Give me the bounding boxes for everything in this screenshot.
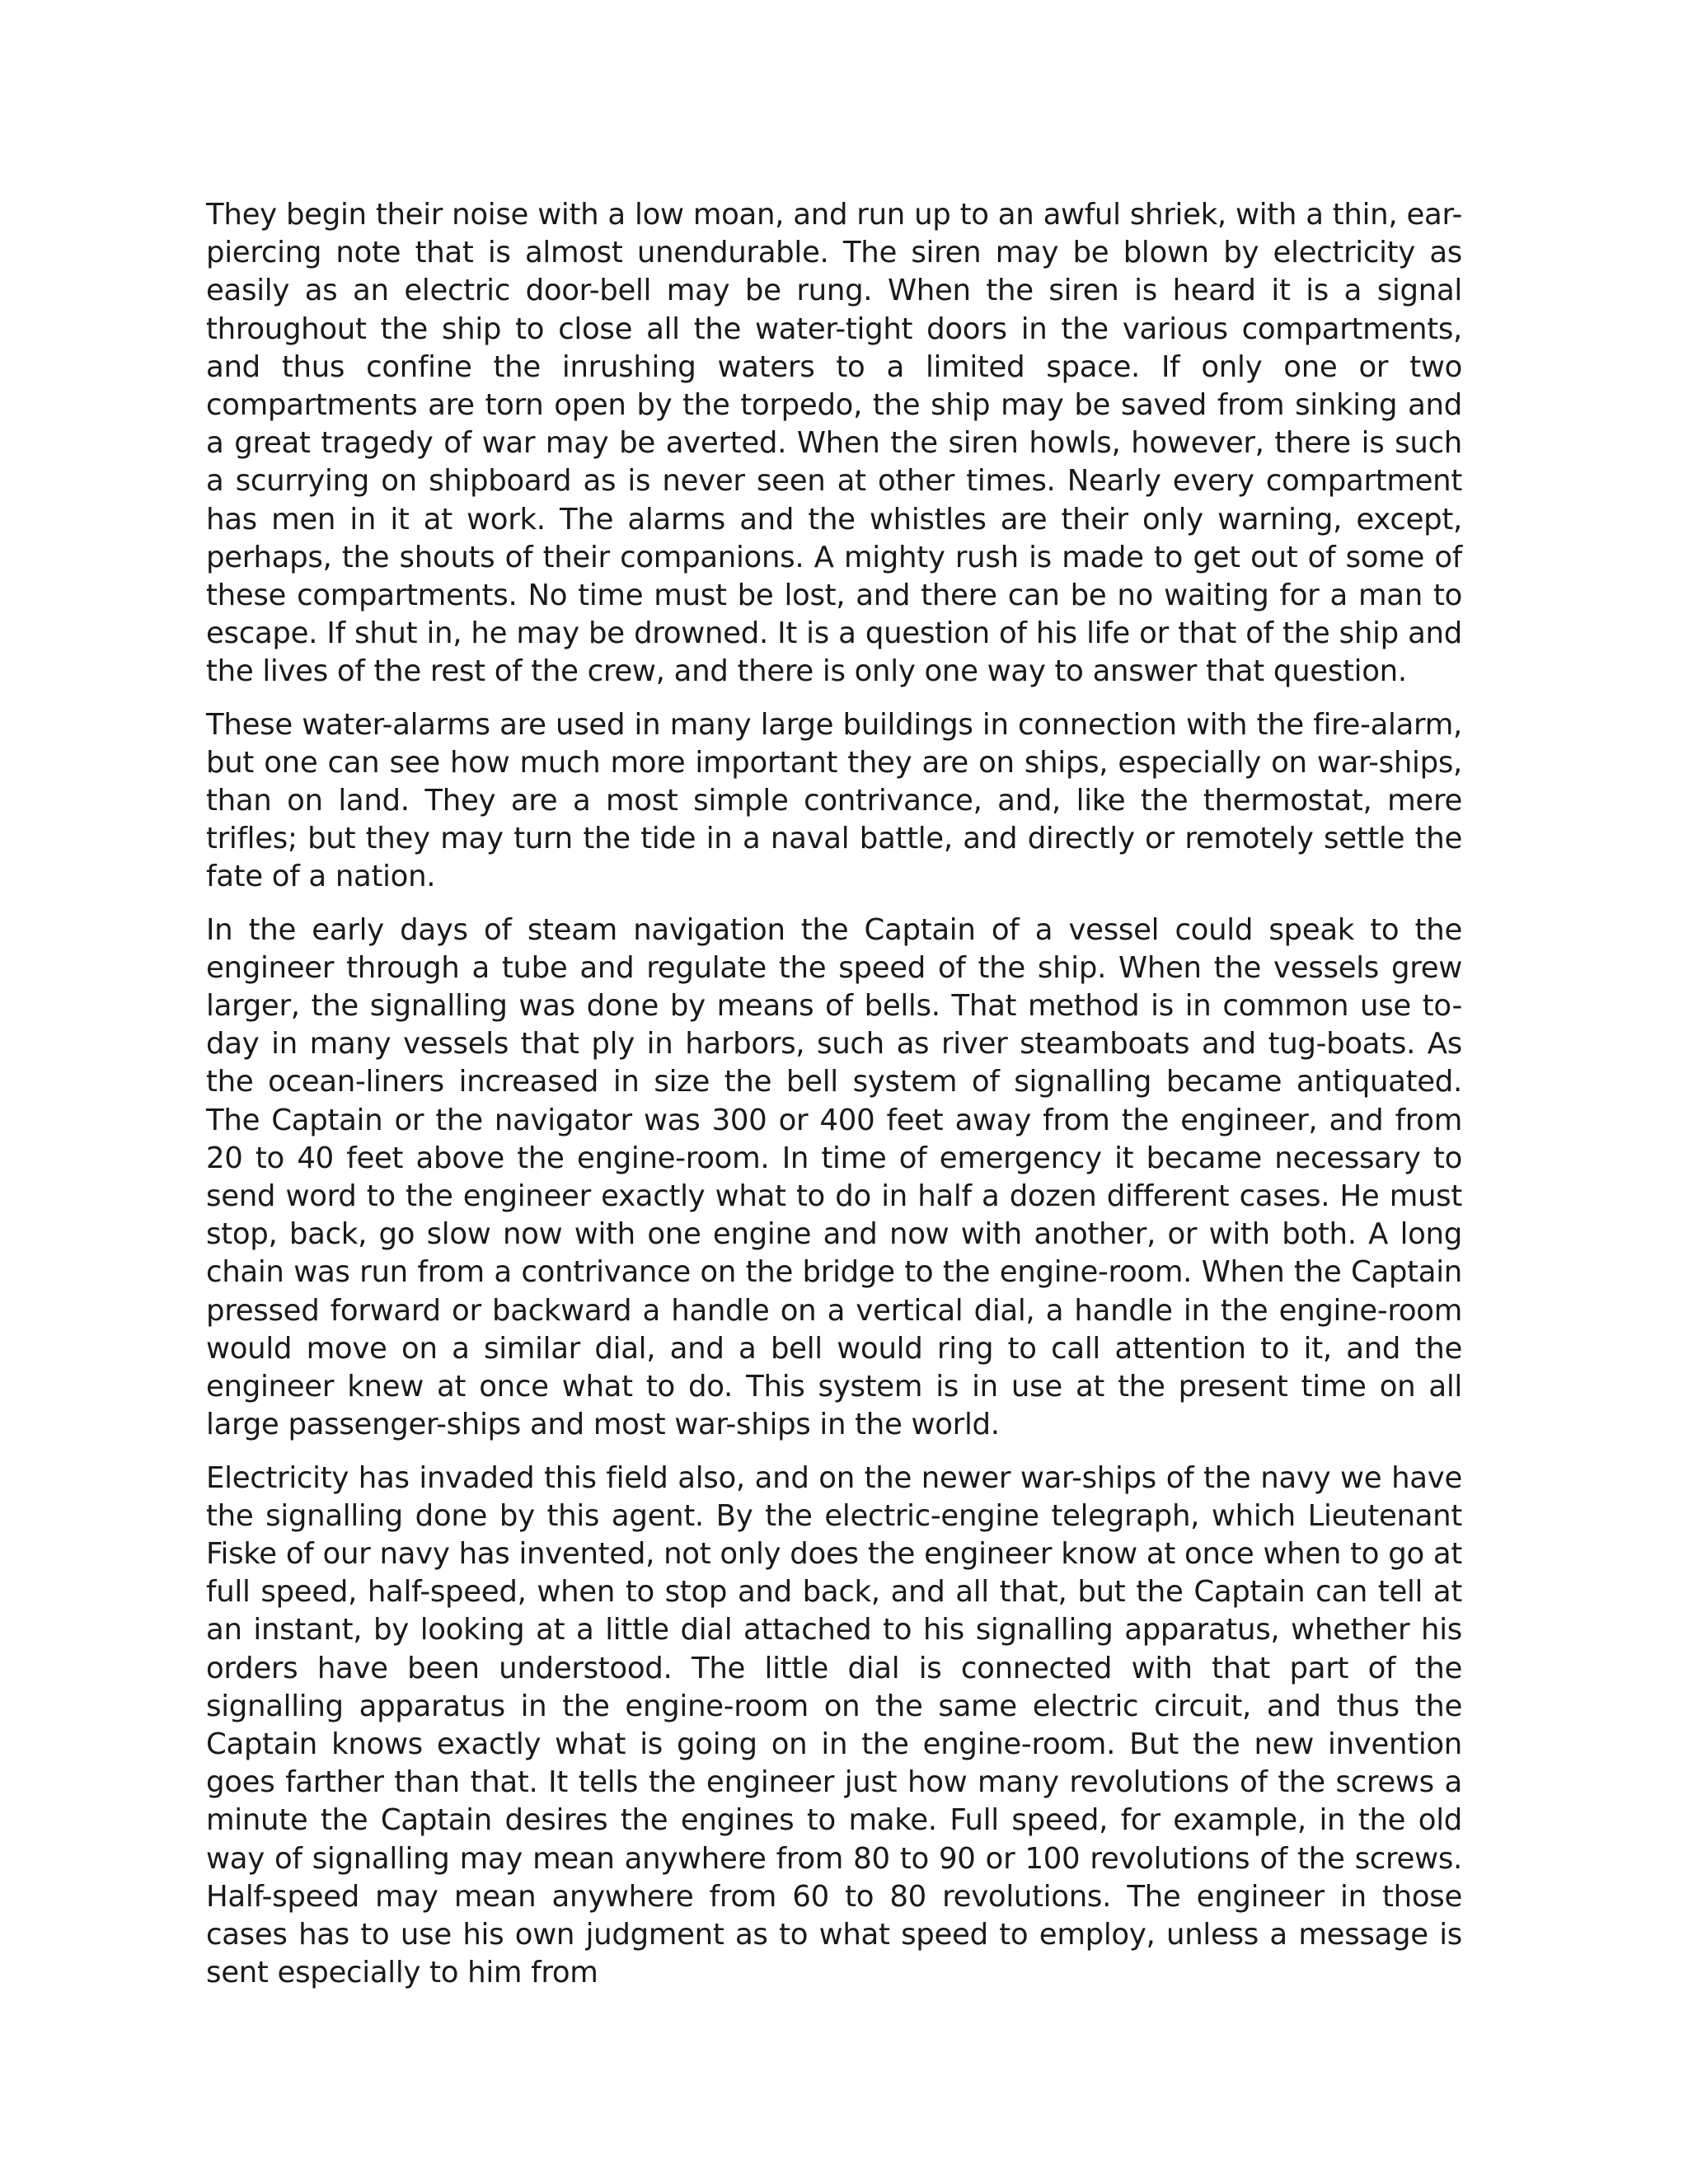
paragraph-4: Electricity has invaded this field also, and on the newer war-ships of the navy we have the signalling done by this agent. By the electric-engine telegraph, which Lieutenant Fiske of our navy has invented, not only does the engineer know at once when to go at full speed, half-speed, when to stop and back, and all that, but the Captain can tell at an instant, by looking at a little dial attached to his signalling apparatus, whether his orders have been understood. The little dial is connected with that part of the signalling apparatus in the engine-room on the same electric circuit, and thus the Captain knows exactly what is going on in the engine-room. But the new invention goes farther than that. It tells the engineer just how many revolutions of the screws a minute the Captain desires the engines to make. Full speed, for example, in the old way of signalling may mean anywhere from 80 to 90 or 100 revolutions of the screws. Half-speed may mean anywhere from 60 to 80 revolutions. The engineer in those cases has to use his own judgment as to what speed to employ, unless a message is sent especially to him from <box>206 1460 1462 1990</box>
paragraph-1: They begin their noise with a low moan, and run up to an awful shriek, with a thin, ear-piercing note that is almost unendurable. The siren may be blown by electricity as easily as an electric door-bell may be rung. When the siren is heard it is a signal throughout the ship to close all the water-tight doors in the various compartments, and thus confine the inrushing waters to a limited space. If only one or two compartments are torn open by the torpedo, the ship may be saved from sinking and a great tragedy of war may be averted. When the siren howls, however, there is such a scurrying on shipboard as is never seen at other times. Nearly every compartment has men in it at work. The alarms and the whistles are their only warning, except, perhaps, the shouts of their companions. A mighty rush is made to get out of some of these compartments. No time must be lost, and there can be no waiting for a man to escape. If shut in, he may be drowned. It is a question of his life or that of the ship and the lives of the rest of the crew, and there is only one way to answer that question. <box>206 198 1462 689</box>
page-body <box>206 196 1462 2007</box>
paragraph-2: These water-alarms are used in many large buildings in connection with the fire-alarm, but one can see how much more important they are on ships, especially on war-ships, than on land. They are a most simple contrivance, and, like the thermostat, mere trifles; but they may turn the tide in a naval battle, and directly or remotely settle the fate of a nation. <box>206 707 1462 894</box>
paragraph-3: In the early days of steam navigation the Captain of a vessel could speak to the engineer through a tube and regulate the speed of the ship. When the vessels grew larger, the signalling was done by means of bells. That method is in common use to-day in many vessels that ply in harbors, such as river steamboats and tug-boats. As the ocean-liners increased in size the bell system of signalling became antiquated. The Captain or the navigator was 300 or 400 feet away from the engineer, and from 20 to 40 feet above the engine-room. In time of emergency it became necessary to send word to the engineer exactly what to do in half a dozen different cases. He must stop, back, go slow now with one engine and now with another, or with both. A long chain was run from a contrivance on the bridge to the engine-room. When the Captain pressed forward or backward a handle on a vertical dial, a handle in the engine-room would move on a similar dial, and a bell would ring to call attention to it, and the engineer knew at once what to do. This system is in use at the present time on all large passenger-ships and most war-ships in the world. <box>206 912 1462 1442</box>
